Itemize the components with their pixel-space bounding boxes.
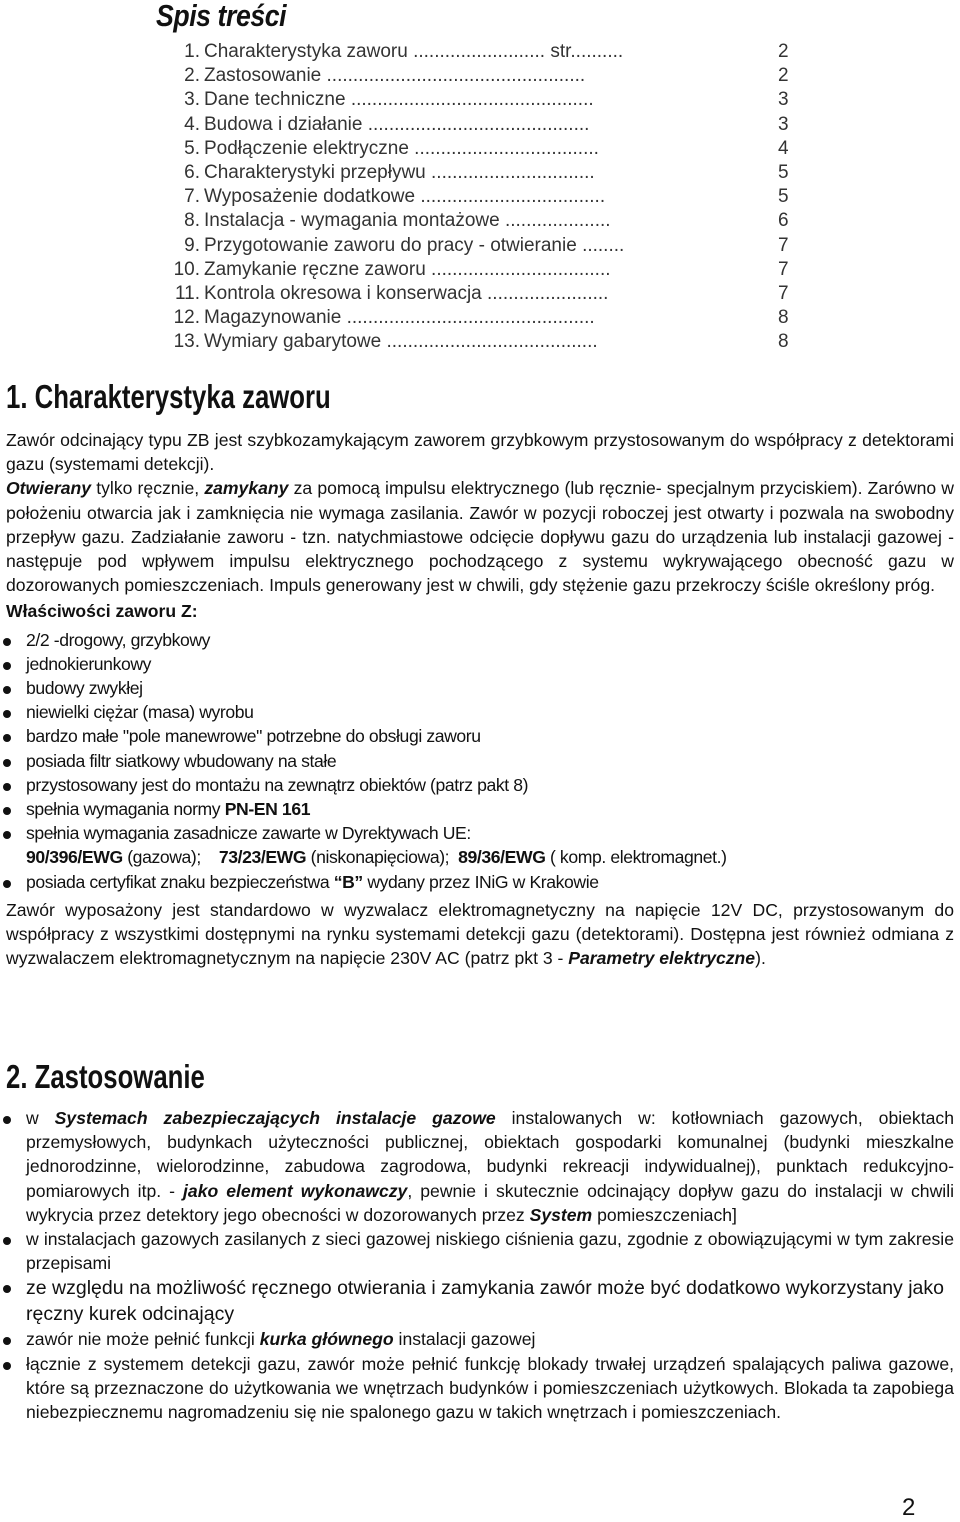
list-item — [6, 1327, 954, 1351]
text: posiada certyfikat znaku bezpieczeństwa — [26, 871, 334, 892]
directive-desc: ( komp. elektromagnet.) — [545, 847, 727, 868]
toc-number: 2. — [184, 65, 200, 87]
emphasis: Systemach zabezpieczających instalacje gazowe — [54, 1108, 496, 1128]
directive-code: 89/36/EWG — [458, 847, 546, 868]
properties-label: Właściwości zaworu Z: — [6, 601, 198, 622]
toc-row — [164, 306, 794, 330]
list-item: posiada filtr siatkowy wbudowany na stałe — [6, 749, 954, 773]
list-item: łącznie z systemem detekcji gazu, zawór może pełnić funkcję blokady trwałej urządzeń spalających paliwa gazowe, które są przeznaczone do użytkowania we wnętrzach budynków i pomieszczeniach użytkowych. Blokada ta zapobiega niebezpiecznemu nagromadzeniu się nie spalonego gazu w takich wnętrzach i pomieszczeniach. — [6, 1352, 954, 1425]
toc-title: Kontrola okresowa i konserwacja ....................... — [204, 282, 609, 304]
toc-row — [164, 113, 794, 137]
toc-number: 7. — [184, 186, 200, 208]
toc-title: Podłączenie elektryczne ................................... — [204, 137, 599, 159]
toc-number: 10. — [173, 258, 200, 280]
directive-desc: (gazowa); — [122, 847, 201, 868]
toc-title: Budowa i działanie .......................................... — [204, 113, 590, 135]
toc-row — [164, 64, 794, 88]
toc-number: 1. — [184, 41, 200, 62]
toc-number: 8. — [184, 210, 200, 232]
toc-page: 7 — [778, 234, 789, 256]
toc-title: Zastosowanie ................................................. — [204, 65, 586, 87]
emphasis: System — [529, 1204, 593, 1225]
toc-page: 8 — [778, 307, 789, 329]
toc-page: 4 — [778, 137, 789, 159]
toc-number: 4. — [184, 113, 200, 135]
text: zawór nie może pełnić funkcji — [26, 1329, 260, 1350]
emphasis: jako element wykonawczy — [183, 1180, 408, 1201]
list-item: 2/2 -drogowy, grzybkowy — [6, 628, 954, 652]
toc-page: 6 — [778, 210, 789, 232]
list-item: jednokierunkowy — [6, 652, 954, 676]
text: pomieszczeniach] — [592, 1204, 737, 1225]
toc-title: Charakterystyki przepływu ............................... — [204, 161, 595, 183]
toc-row — [164, 88, 794, 112]
list-item: bardzo małe "pole manewrowe" potrzebne do obsługi zaworu — [6, 724, 954, 748]
toc-row — [164, 282, 794, 306]
section-applications — [6, 1106, 954, 1424]
toc-page: 3 — [778, 113, 789, 135]
emphasis: zamykany — [204, 478, 289, 499]
toc-page: 7 — [778, 258, 789, 280]
toc-number: 3. — [184, 89, 200, 111]
paragraph: Zawór odcinający typu ZB jest szybkozamykającym zaworem grzybkowym przystosowanym do współpracy z detektorami gazu (systemami detekcji). — [6, 430, 954, 475]
toc-number: 11. — [174, 282, 200, 304]
toc-heading: Spis treści — [156, 0, 287, 33]
toc-row — [164, 258, 794, 282]
toc-row — [164, 185, 794, 209]
text: instalowanych w: kotłowniach gazowych, obiektach przemysłowych, budynkach użyteczności publicznej, obiektach gospodarki komunalnej (budynki mieszkalne jednorodzinne, wielorodzinne, zabudowa zagrodowa, budynki rekreacji indywidualnej), punktach redukcyjno-pomiarowych itp. - — [26, 1108, 954, 1201]
toc-title: Przygotowanie zaworu do pracy - otwieranie ........ — [204, 234, 625, 256]
text: tylko ręcznie, — [91, 478, 205, 499]
list-item — [6, 870, 954, 894]
paragraph — [6, 898, 954, 971]
toc-title: Dane techniczne .............................................. — [204, 89, 594, 111]
toc-title: Zamykanie ręczne zaworu .................................. — [204, 258, 611, 280]
toc-row — [164, 234, 794, 258]
text: spełnia wymagania normy — [26, 799, 225, 820]
certificate-list — [6, 870, 954, 894]
directive-desc: (niskonapięciowa); — [306, 847, 450, 868]
toc-page: 8 — [778, 331, 789, 353]
toc-page: 2 — [778, 41, 789, 62]
toc-page: 3 — [778, 89, 789, 111]
list-item: niewielki ciężar (masa) wyrobu — [6, 700, 954, 724]
list-item: spełnia wymagania zasadnicze zawarte w Dyrektywach UE: — [6, 821, 954, 845]
toc-title: Charakterystyka zaworu ......................... str.......... — [204, 41, 624, 62]
list-item — [6, 797, 954, 821]
text: Zawór wyposażony jest standardowo w wyzwalacz elektromagnetyczny na napięcie 12V DC, przystosowanym do współpracy z wszystkimi dostępnymi na rynku systemami detekcji gazu (detektorami). Dostępna jest również odmiana z wyzwalaczem elektromagnetycznym na napięcie 230V AC (patrz pkt 3 - — [6, 899, 954, 969]
section-characteristics — [6, 428, 954, 970]
toc-title: Wymiary gabarytowe ........................................ — [204, 331, 598, 353]
directive-code: 90/396/EWG — [26, 847, 123, 868]
directive-code: 73/23/EWG — [218, 847, 307, 868]
paragraph — [6, 476, 954, 597]
toc-title: Magazynowanie ............................................... — [204, 307, 595, 329]
toc-number: 6. — [184, 161, 200, 183]
table-of-contents — [164, 40, 794, 354]
emphasis: Otwierany — [6, 478, 92, 499]
text: instalacji gazowej — [393, 1329, 536, 1350]
applications-list — [6, 1106, 954, 1424]
toc-page: 5 — [778, 186, 789, 208]
text: ). — [755, 948, 766, 969]
toc-page: 5 — [778, 161, 789, 183]
toc-row — [164, 209, 794, 233]
text: w — [26, 1108, 55, 1128]
list-item: ze względu na możliwość ręcznego otwierania i zamykania zawór może być dodatkowo wykorzystany jako ręczny kurek odcinający — [6, 1275, 954, 1327]
text: wydany przez INiG w Krakowie — [362, 871, 599, 892]
toc-title: Instalacja - wymagania montażowe .................... — [204, 210, 611, 232]
toc-row — [164, 137, 794, 161]
section-heading-characteristics: 1. Charakterystyka zaworu — [6, 378, 331, 415]
list-item: w instalacjach gazowych zasilanych z sieci gazowej niskiego ciśnienia gazu, zgodnie z obowiązującymi w tym zakresie przepisami — [6, 1227, 954, 1275]
text: , pewnie i skutecznie odcinający dopływ gazu do instalacji w chwili wykrycia przez detektory jego obecności w dozorowanych przez — [26, 1180, 955, 1225]
toc-number: 5. — [184, 137, 200, 159]
directives-line — [6, 845, 954, 869]
toc-number: 12. — [173, 307, 200, 329]
toc-page: 7 — [778, 282, 789, 304]
list-item — [6, 1106, 954, 1227]
norm-code: PN-EN 161 — [224, 799, 311, 820]
toc-number: 13. — [173, 331, 200, 353]
section-heading-applications: 2. Zastosowanie — [6, 1058, 205, 1095]
toc-title: Wyposażenie dodatkowe ................................... — [204, 186, 606, 208]
certificate-mark: “B” — [333, 871, 363, 892]
emphasis: Parametry elektryczne — [568, 948, 756, 969]
properties-list — [6, 628, 954, 846]
list-item: przystosowany jest do montażu na zewnątrz obiektów (patrz pakt 8) — [6, 773, 954, 797]
text: za pomocą impulsu elektrycznego (lub ręcznie- specjalnym przyciskiem). Zarówno w położeniu otwarcia jak i zamknięcia nie wymaga zasilania. Zawór w pozycji roboczej jest otwarty i pozwala na swobodny przepływ gazu. Zadziałanie zaworu - tzn. natychmiastowe odcięcie dopływu gazu do urządzenia lub instalacji gazowej - następuje pod wpływem impulsu elektrycznego pochodzącego z systemu wykrywającego obecność gazu w dozorowanych pomieszczeniach. Impuls generowany jest w chwili, gdy stężenie gazu przekroczy ściśle określony próg. — [6, 478, 954, 596]
emphasis: kurka głównego — [259, 1329, 394, 1350]
toc-page: 2 — [778, 65, 789, 87]
page-number: 2 — [902, 1494, 916, 1521]
toc-row — [164, 161, 794, 185]
toc-row — [164, 40, 794, 64]
toc-number: 9. — [184, 234, 200, 256]
toc-row — [164, 330, 794, 354]
list-item: budowy zwykłej — [6, 676, 954, 700]
